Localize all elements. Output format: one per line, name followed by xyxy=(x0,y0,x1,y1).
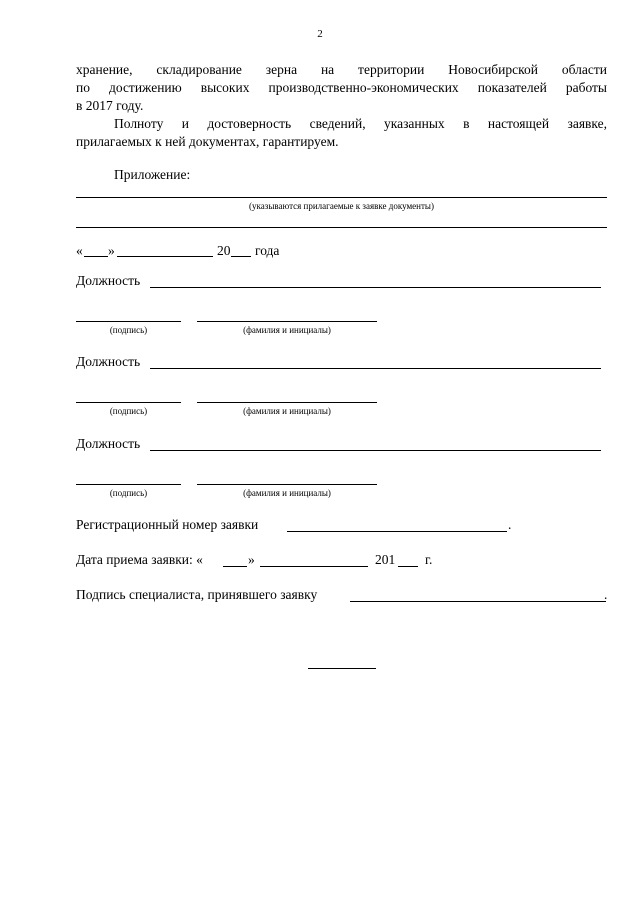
signature-hint: (подпись) xyxy=(109,325,148,335)
closing-separator xyxy=(308,668,376,669)
page-number: 2 xyxy=(317,28,323,40)
specialist-signature-field[interactable] xyxy=(350,601,606,602)
specialist-end: . xyxy=(604,587,608,602)
position-field[interactable] xyxy=(150,450,601,451)
attachment-line-1[interactable] xyxy=(76,197,607,198)
name-hint: (фамилия и инициалы) xyxy=(243,488,331,498)
signature-hint: (подпись) xyxy=(109,488,148,498)
name-field[interactable] xyxy=(197,402,377,403)
receipt-year-field[interactable] xyxy=(398,566,418,567)
receipt-close-quote: » xyxy=(248,552,255,567)
paragraph-1-line-3: в 2017 году. xyxy=(76,98,144,113)
position-label: Должность xyxy=(76,354,141,369)
signature-field[interactable] xyxy=(76,321,181,322)
paragraph-2-line-1: Полноту и достоверность сведений, указанных в настоящей заявке, xyxy=(114,116,607,131)
name-field[interactable] xyxy=(197,321,377,322)
date-year-field[interactable] xyxy=(231,256,251,257)
paragraph-2-line-2: прилагаемых к ней документах, гарантируем. xyxy=(76,134,339,149)
receipt-month-field[interactable] xyxy=(260,566,368,567)
signature-hint: (подпись) xyxy=(109,406,148,416)
position-label: Должность xyxy=(76,436,141,451)
registration-label: Регистрационный номер заявки xyxy=(76,517,259,532)
position-label: Должность xyxy=(76,273,141,288)
position-field[interactable] xyxy=(150,368,601,369)
registration-number-field[interactable] xyxy=(287,531,507,532)
receipt-date-label: Дата приема заявки: « xyxy=(76,552,203,567)
paragraph-1-line-2: по достижению высоких производственно-экономических показателей работы xyxy=(76,80,607,95)
attachment-hint: (указываются прилагаемые к заявке документы) xyxy=(249,201,434,211)
receipt-year-prefix: 201 xyxy=(375,552,396,567)
name-field[interactable] xyxy=(197,484,377,485)
paragraph-1-line-1: хранение, складирование зерна на территории Новосибирской области xyxy=(76,62,607,77)
date-month-field[interactable] xyxy=(117,256,213,257)
date-year-prefix: 20 xyxy=(217,243,231,258)
receipt-day-field[interactable] xyxy=(223,566,247,567)
attachment-label: Приложение: xyxy=(114,167,191,182)
signature-field[interactable] xyxy=(76,484,181,485)
receipt-year-suffix: г. xyxy=(425,552,433,567)
position-field[interactable] xyxy=(150,287,601,288)
date-close-quote: » xyxy=(108,243,115,258)
signature-field[interactable] xyxy=(76,402,181,403)
registration-end: . xyxy=(508,517,512,532)
date-open-quote: « xyxy=(76,243,83,258)
name-hint: (фамилия и инициалы) xyxy=(243,406,331,416)
specialist-label: Подпись специалиста, принявшего заявку xyxy=(76,587,318,602)
date-year-word: года xyxy=(255,243,280,258)
date-day-field[interactable] xyxy=(84,256,108,257)
attachment-line-2[interactable] xyxy=(76,227,607,228)
name-hint: (фамилия и инициалы) xyxy=(243,325,331,335)
